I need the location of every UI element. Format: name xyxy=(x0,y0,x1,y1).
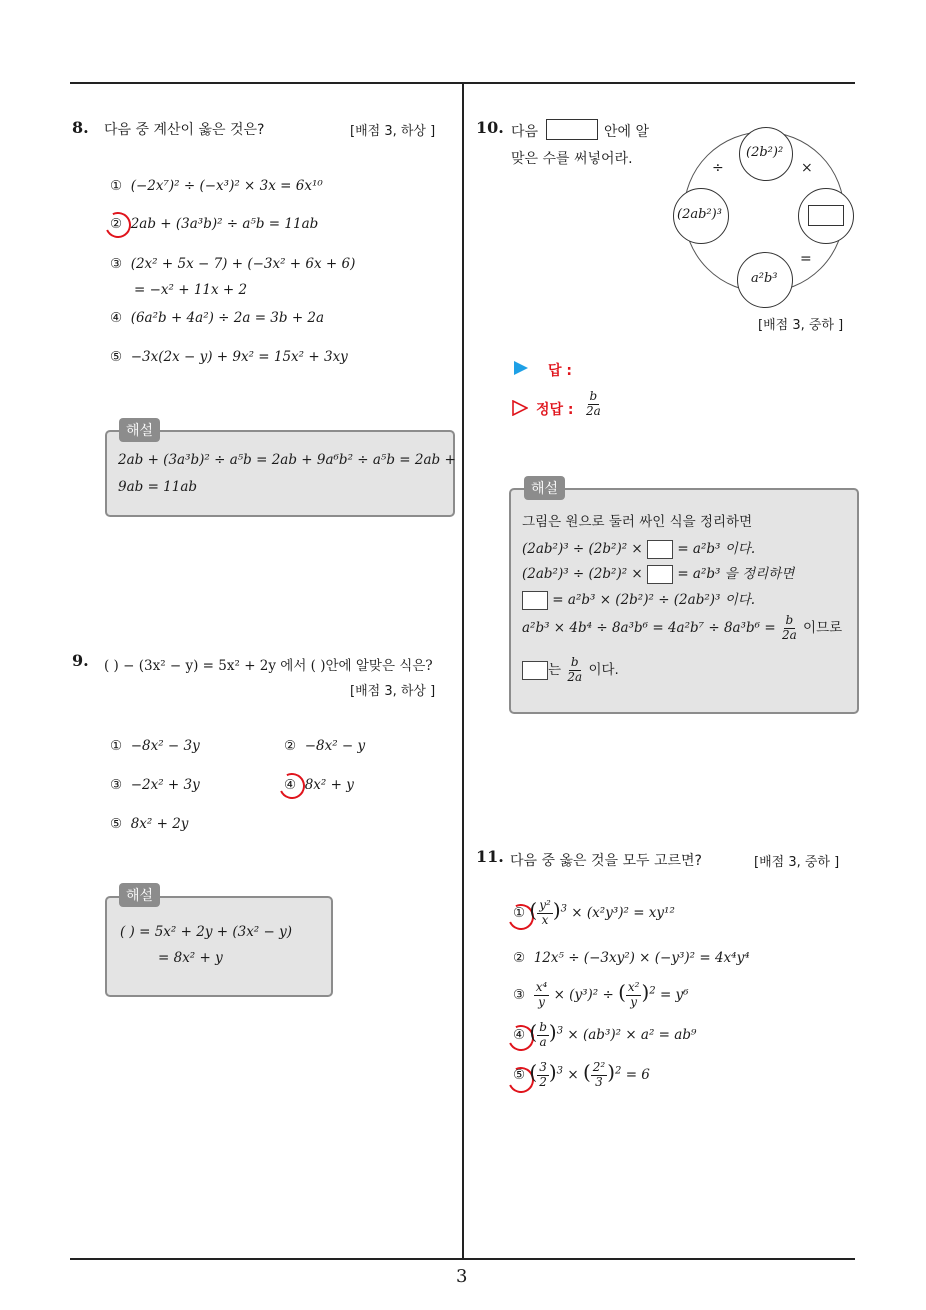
q9-number: 9. xyxy=(72,651,89,670)
q8-explanation-line2: 9ab = 11ab xyxy=(118,479,198,495)
q11-option-3[interactable]: ③ $\frac{\text{x⁴}}{y}$ × (y³)² ÷ ( $\frac{\text{x²}}{y}$ )$^2$ = y⁶ xyxy=(513,980,689,1009)
q10-op-multiply: × xyxy=(801,160,813,176)
q10-circle-top-label: (2b²)² xyxy=(746,145,784,160)
q9-explanation-box xyxy=(105,896,333,997)
q9-option-3[interactable]: ③ −2x² + 3y xyxy=(110,777,200,793)
q8-option-1[interactable]: ① (−2x⁷)² ÷ (−x³)² × 3x = 6x¹⁰ xyxy=(110,178,323,194)
q8-option-3-line2: = −x² + 11x + 2 xyxy=(134,282,248,298)
q10-e6-num: b xyxy=(570,655,579,669)
q10-circle-left-label: (2ab²)³ xyxy=(677,207,722,222)
q9-option-1[interactable]: ① −8x² − 3y xyxy=(110,738,200,754)
q11-option-2[interactable]: ② 12x⁵ ÷ (−3xy²) × (−y³)² = 4x⁴y⁴ xyxy=(513,950,750,966)
q10-explanation-line6: 는 $\frac{b}{2a}$ 이다. xyxy=(522,656,619,685)
q9-explanation-tag: 해설 xyxy=(119,883,160,907)
q10-op-equals: = xyxy=(800,251,812,267)
q8-option-4[interactable]: ④ (6a²b + 4a²) ÷ 2a = 3b + 2a xyxy=(110,310,325,326)
q11-prompt: 다음 중 옳은 것을 모두 고르면? xyxy=(510,853,702,869)
q11-option-1[interactable]: ① ( $\frac{\text{y²}}{x}$ )$^3$ × (x²y³)² = xy¹² xyxy=(513,898,675,927)
q8-explanation-tag: 해설 xyxy=(119,418,160,442)
q10-explanation-line4: = a²b³ × (2b²)² ÷ (2ab²)³ 이다. xyxy=(522,588,755,610)
play-icon xyxy=(514,361,528,375)
q9-prompt: ( ) − (3x² − y) = 5x² + 2y 에서 ( )안에 알맞은 식은? xyxy=(104,658,433,674)
q10-blank-2 xyxy=(647,565,673,584)
q10-blank-3 xyxy=(522,591,548,610)
q8-explanation-box xyxy=(105,430,455,517)
q10-explanation-tag: 해설 xyxy=(524,476,565,500)
q8-option-3[interactable]: ③ (2x² + 5x − 7) + (−3x² + 6x + 6) xyxy=(110,256,356,272)
q9-option-2[interactable]: ② −8x² − y xyxy=(284,738,366,754)
q10-e5-num: b xyxy=(785,613,794,627)
q8-option-2[interactable]: ② 2ab + (3a³b)² ÷ a⁵b = 11ab xyxy=(110,216,319,232)
bottom-rule xyxy=(70,1258,855,1260)
q10-correct-label: 정답 : xyxy=(536,402,574,418)
q10-circle-bottom-label: a²b³ xyxy=(751,271,778,286)
q10-circle-right-blank xyxy=(808,205,844,226)
q8-prompt: 다음 중 계산이 옳은 것은? xyxy=(104,122,265,138)
q10-correct-den: 2a xyxy=(586,403,601,418)
q11-option-5[interactable]: ⑤ ( $\frac{3}{2}$ )$^3$ × ( $\frac{\text{2²}}{3}$ )$^2$ = 6 xyxy=(513,1060,650,1089)
q10-answer-label: 답 : xyxy=(548,363,572,379)
column-divider xyxy=(462,82,464,1259)
q10-prompt-c: 맞은 수를 써넣어라. xyxy=(511,151,633,167)
q8-option-5[interactable]: ⑤ −3x(2x − y) + 9x² = 15x² + 3xy xyxy=(110,349,348,365)
q10-e5-den: 2a xyxy=(781,627,797,642)
play-icon-shape xyxy=(514,361,528,375)
q10-blank-1 xyxy=(647,540,673,559)
q10-correct-num: b xyxy=(589,389,598,403)
q10-explanation-line5: a²b³ × 4b⁴ ÷ 8a³b⁶ = 4a²b⁷ ÷ 8a³b⁶ = $\frac{b}{2a}$ 이므로 xyxy=(522,613,843,642)
q9-explanation-line1: ( ) = 5x² + 2y + (3x² − y) xyxy=(120,924,293,940)
q11-number: 11. xyxy=(476,847,504,866)
page-number: 3 xyxy=(456,1266,468,1287)
outline-play-icon-shape xyxy=(513,401,527,415)
q11-score: [배점 3, 중하 ] xyxy=(754,855,840,870)
q9-explanation-line2: = 8x² + y xyxy=(158,950,223,966)
q10-number: 10. xyxy=(476,118,504,137)
q11-option-4[interactable]: ④ ( $\frac{b}{a}$ )$^3$ × (ab³)² × a² = ab⁹ xyxy=(513,1020,697,1049)
q8-score: [배점 3, 하상 ] xyxy=(350,124,436,139)
q10-score: [배점 3, 중하 ] xyxy=(758,318,844,333)
q8-number: 8. xyxy=(72,118,89,137)
q10-explanation-line2: (2ab²)³ ÷ (2b²)² × = a²b³ 이다. xyxy=(522,541,756,557)
q10-explanation-line3: (2ab²)³ ÷ (2b²)² × = a²b³ 을 정리하면 xyxy=(522,566,795,582)
q9-option-5[interactable]: ⑤ 8x² + 2y xyxy=(110,816,189,832)
q10-explanation-line1: 그림은 원으로 둘러 싸인 식을 정리하면 xyxy=(522,514,753,530)
outline-play-icon xyxy=(512,400,528,416)
q8-explanation-line1: 2ab + (3a³b)² ÷ a⁵b = 2ab + 9a⁶b² ÷ a⁵b = 2ab + xyxy=(118,452,456,468)
q10-blank-box xyxy=(546,119,598,140)
q9-score: [배점 3, 하상 ] xyxy=(350,684,436,699)
q10-blank-4 xyxy=(522,661,548,680)
q10-op-divide: ÷ xyxy=(712,160,724,176)
q10-correct-answer xyxy=(584,390,603,419)
q10-prompt-b: 안에 알 xyxy=(604,124,650,140)
q10-e6-den: 2a xyxy=(567,669,583,684)
q10-prompt-a: 다음 xyxy=(511,124,539,140)
q9-option-4[interactable]: ④ 8x² + y xyxy=(284,777,354,793)
